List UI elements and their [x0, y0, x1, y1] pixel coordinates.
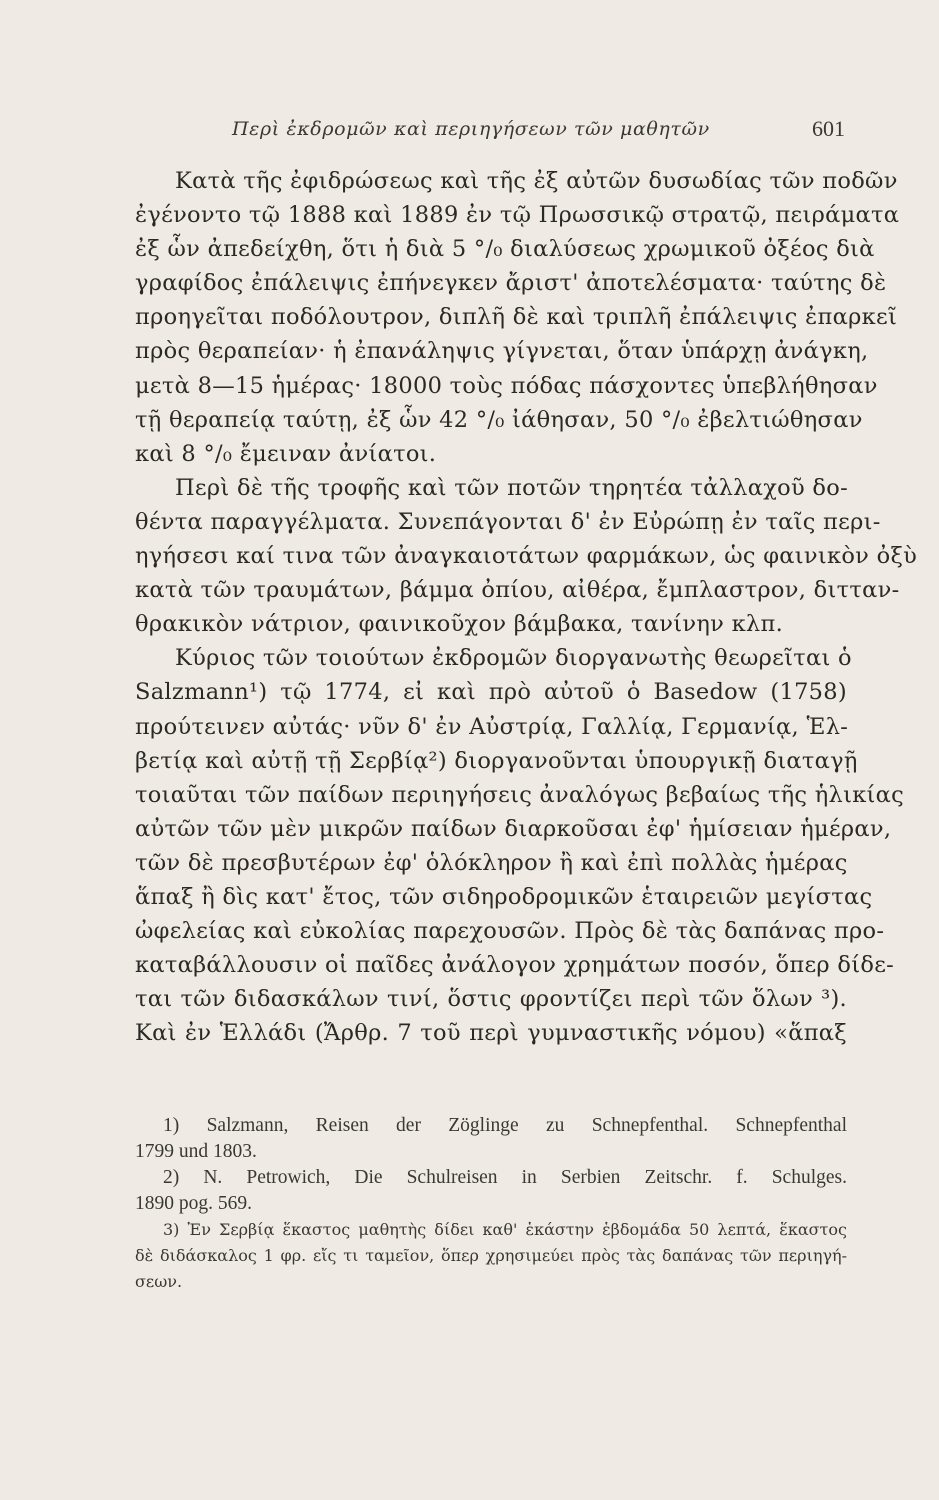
footnotes [135, 1113, 847, 1295]
footnote-line: 1) Salzmann, Reisen der Zöglinge zu Schnepfenthal. Schnepfenthal [163, 1115, 847, 1136]
text-line: Περὶ δὲ τῆς τροφῆς καὶ τῶν ποτῶν τηρητέα τἀλλαχοῦ δο- [175, 474, 849, 501]
main-text [135, 164, 918, 1050]
footnote-line: 2) N. Petrowich, Die Schulreisen in Serbien Zeitschr. f. Schulges. [163, 1167, 847, 1188]
text-line: ἐγένοντο τῷ 1888 καὶ 1889 ἐν τῷ Πρωσσικῷ στρατῷ, πειράματα [135, 202, 900, 229]
running-head: Περὶ ἐκδρομῶν καὶ περιηγήσεων τῶν μαθητῶν [232, 118, 710, 140]
text-line: τῇ θεραπείᾳ ταύτῃ, ἐξ ὧν 42 °/₀ ἰάθησαν, 50 °/₀ ἐβελτιώθησαν [135, 406, 863, 433]
footnote-3 [135, 1217, 847, 1295]
text-line: προύτεινεν αὐτάς· νῦν δ' ἐν Αὐστρίᾳ, Γαλλίᾳ, Γερμανίᾳ, Ἑλ- [135, 713, 849, 740]
text-line: γραφίδος ἐπάλειψις ἐπήνεγκεν ἄριστ' ἀποτελέσματα· ταύτης δὲ [135, 270, 887, 297]
text-line: ὠφελείας καὶ εὐκολίας παρεχουσῶν. Πρὸς δὲ τὰς δαπάνας προ- [135, 918, 885, 945]
text-line: μετὰ 8—15 ἡμέρας· 18000 τοὺς πόδας πάσχοντες ὑπεβλήθησαν [135, 372, 878, 399]
paragraph-3 [135, 641, 905, 1050]
footnote-line: 3) Ἐν Σερβίᾳ ἕκαστος μαθητὴς δίδει καθ' ἑκάστην ἑβδομάδα 50 λεπτά, ἕκαστος [163, 1220, 847, 1239]
text-line: καταβάλλουσιν οἱ παῖδες ἀνάλογον χρημάτων ποσόν, ὅπερ δίδε- [135, 952, 895, 979]
footnote-line: δὲ διδάσκαλος 1 φρ. εἴς τι ταμεῖον, ὅπερ χρησιμεύει πρὸς τὰς δαπάνας τῶν περιηγή- [135, 1246, 847, 1265]
text-line: θέντα παραγγέλματα. Συνεπάγονται δ' ἐν Εὐρώπῃ ἐν ταῖς περι- [135, 508, 881, 535]
text-line: καὶ 8 °/₀ ἔμειναν ἀνίατοι. [135, 440, 437, 467]
text-line: Καὶ ἐν Ἑλλάδι (Ἄρθρ. 7 τοῦ περὶ γυμναστικῆς νόμου) «ἅπαξ [135, 1020, 847, 1047]
paragraph-1 [135, 164, 900, 471]
footnote-2 [135, 1165, 847, 1217]
footnote-line: 1890 pog. 569. [135, 1193, 252, 1214]
text-line: θρακικὸν νάτριον, φαινικοῦχον βάμβακα, τανίνην κλπ. [135, 611, 784, 638]
text-line: τῶν δὲ πρεσβυτέρων ἐφ' ὁλόκληρον ἢ καὶ ἐπὶ πολλὰς ἡμέρας [135, 849, 848, 876]
text-line: πρὸς θεραπείαν· ἡ ἐπανάληψις γίγνεται, ὅταν ὑπάρχῃ ἀνάγκη, [135, 338, 869, 365]
footnote-1 [135, 1113, 847, 1165]
text-line: ἅπαξ ἢ δὶς κατ' ἔτος, τῶν σιδηροδρομικῶν ἑταιρειῶν μεγίστας [135, 883, 873, 910]
paragraph-2 [135, 471, 918, 641]
footnote-line: σεων. [135, 1272, 183, 1291]
page-number: 601 [812, 116, 845, 141]
text-line: προηγεῖται ποδόλουτρον, διπλῆ δὲ καὶ τριπλῆ ἐπάλειψις ἐπαρκεῖ [135, 304, 898, 331]
text-line: Κύριος τῶν τοιούτων ἐκδρομῶν διοργανωτὴς θεωρεῖται ὁ [175, 645, 852, 672]
page-header [0, 116, 939, 146]
text-line: κατὰ τῶν τραυμάτων, βάμμα ὀπίου, αἰθέρα, ἔμπλαστρον, διτταν- [135, 577, 900, 604]
text-line: τοιαῦται τῶν παίδων περιηγήσεις ἀναλόγως βεβαίως τῆς ἡλικίας [135, 781, 905, 808]
text-line: ται τῶν διδασκάλων τινί, ὅστις φροντίζει περὶ τῶν ὅλων ³). [135, 986, 847, 1013]
footnote-line: 1799 und 1803. [135, 1141, 257, 1162]
text-line: Salzmann¹) τῷ 1774, εἰ καὶ πρὸ αὐτοῦ ὁ Basedow (1758) [135, 679, 847, 706]
text-line: Κατὰ τῆς ἐφιδρώσεως καὶ τῆς ἐξ αὐτῶν δυσωδίας τῶν ποδῶν [175, 168, 898, 194]
text-line: αὐτῶν τῶν μὲν μικρῶν παίδων διαρκοῦσαι ἐφ' ἡμίσειαν ἡμέραν, [135, 815, 892, 842]
text-line: ἐξ ὧν ἀπεδείχθη, ὅτι ἡ διὰ 5 °/₀ διαλύσεως χρωμικοῦ ὀξέος διὰ [135, 236, 875, 263]
text-line: βετίᾳ καὶ αὐτῇ τῇ Σερβίᾳ²) διοργανοῦνται ὑπουργικῇ διαταγῇ [135, 747, 858, 774]
text-line: ηγήσεσι καί τινα τῶν ἀναγκαιοτάτων φαρμάκων, ὡς φαινικὸν ὀξὺ [135, 543, 918, 570]
